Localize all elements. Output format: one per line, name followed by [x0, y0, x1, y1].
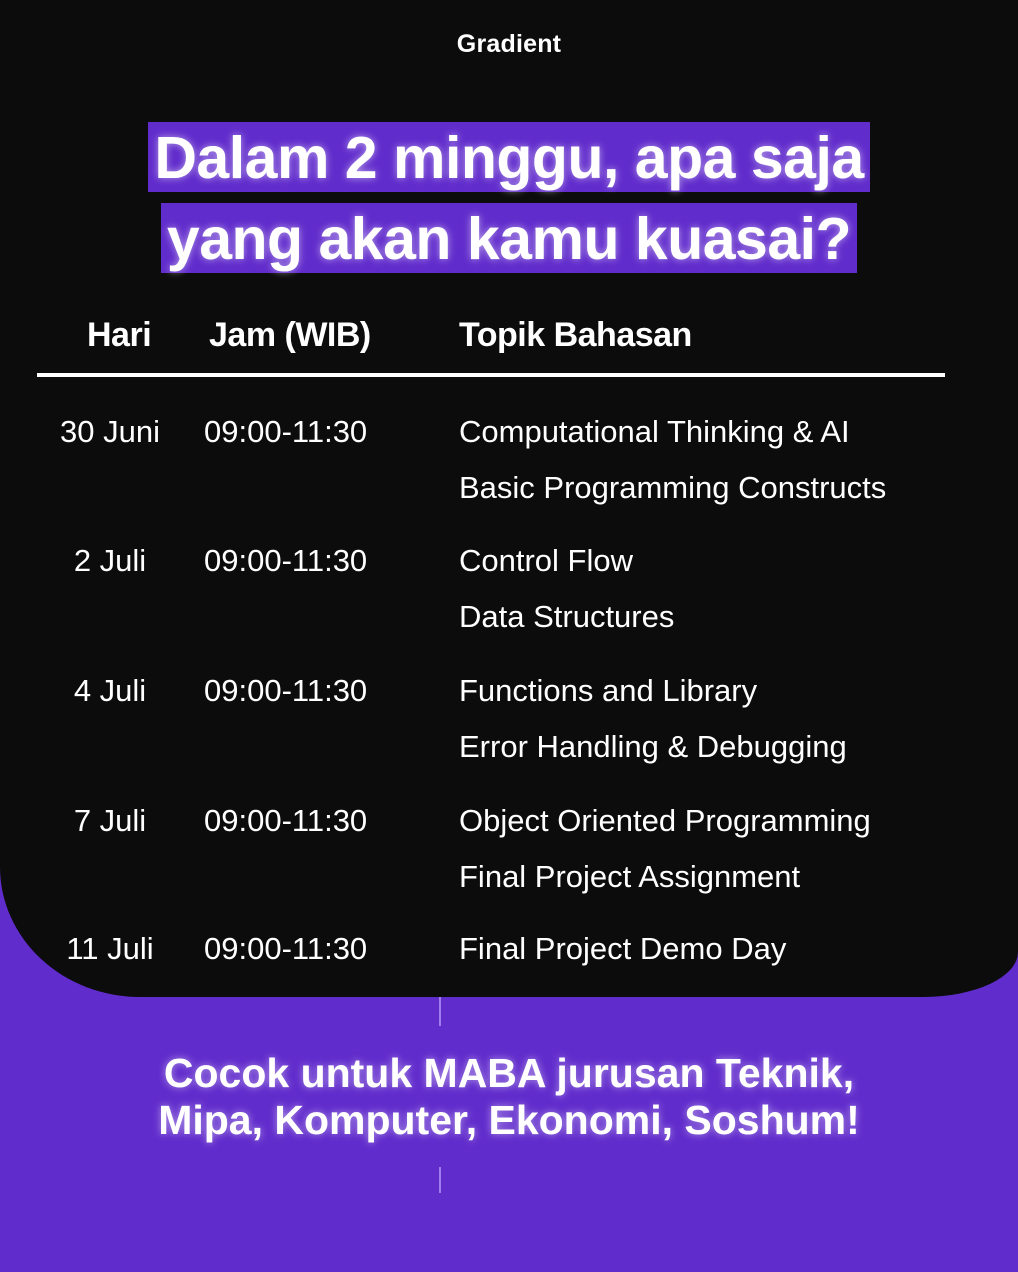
row-topics: [459, 414, 886, 526]
headline: [0, 122, 1018, 273]
row-day: 30 Juni: [60, 414, 160, 449]
connector-line-bottom: [439, 1167, 441, 1193]
topic-item: Functions and Library: [459, 673, 758, 708]
header-time: Jam (WIB): [209, 316, 371, 354]
row-time: 09:00-11:30: [204, 543, 368, 578]
headline-line-1: Dalam 2 minggu, apa saja: [148, 122, 869, 192]
row-time: 09:00-11:30: [204, 414, 368, 449]
topic-item: Object Oriented Programming: [459, 803, 871, 838]
row-topics: [459, 803, 871, 915]
row-day: 2 Juli: [73, 543, 147, 578]
connector-line-top: [439, 997, 441, 1026]
topic-item: Computational Thinking & AI: [459, 414, 850, 449]
row-time: 09:00-11:30: [204, 803, 368, 838]
header-topic: Topik Bahasan: [459, 316, 692, 354]
header-day: Hari: [87, 316, 152, 354]
schedule-table-header: [0, 316, 1018, 362]
brand-logo: Gradient: [456, 30, 562, 58]
footer-line-1: Cocok untuk MABA jurusan Teknik,: [163, 1050, 855, 1096]
row-topics: [459, 931, 786, 987]
row-topics: [459, 543, 674, 655]
topic-item: Data Structures: [459, 599, 675, 634]
row-time: 09:00-11:30: [204, 931, 368, 966]
footer-line-2: Mipa, Komputer, Ekonomi, Soshum!: [158, 1097, 860, 1143]
headline-line-2: yang akan kamu kuasai?: [161, 203, 857, 273]
topic-item: Final Project Assignment: [459, 859, 801, 894]
row-day: 11 Juli: [66, 931, 154, 966]
header-divider: [37, 373, 945, 377]
row-time: 09:00-11:30: [204, 673, 368, 708]
topic-item: Final Project Demo Day: [459, 931, 787, 966]
row-topics: [459, 673, 847, 785]
target-audience-text: [0, 1050, 1018, 1144]
row-day: 7 Juli: [73, 803, 147, 838]
topic-item: Error Handling & Debugging: [459, 729, 847, 764]
topic-item: Control Flow: [459, 543, 633, 578]
row-day: 4 Juli: [73, 673, 147, 708]
topic-item: Basic Programming Constructs: [459, 470, 887, 505]
